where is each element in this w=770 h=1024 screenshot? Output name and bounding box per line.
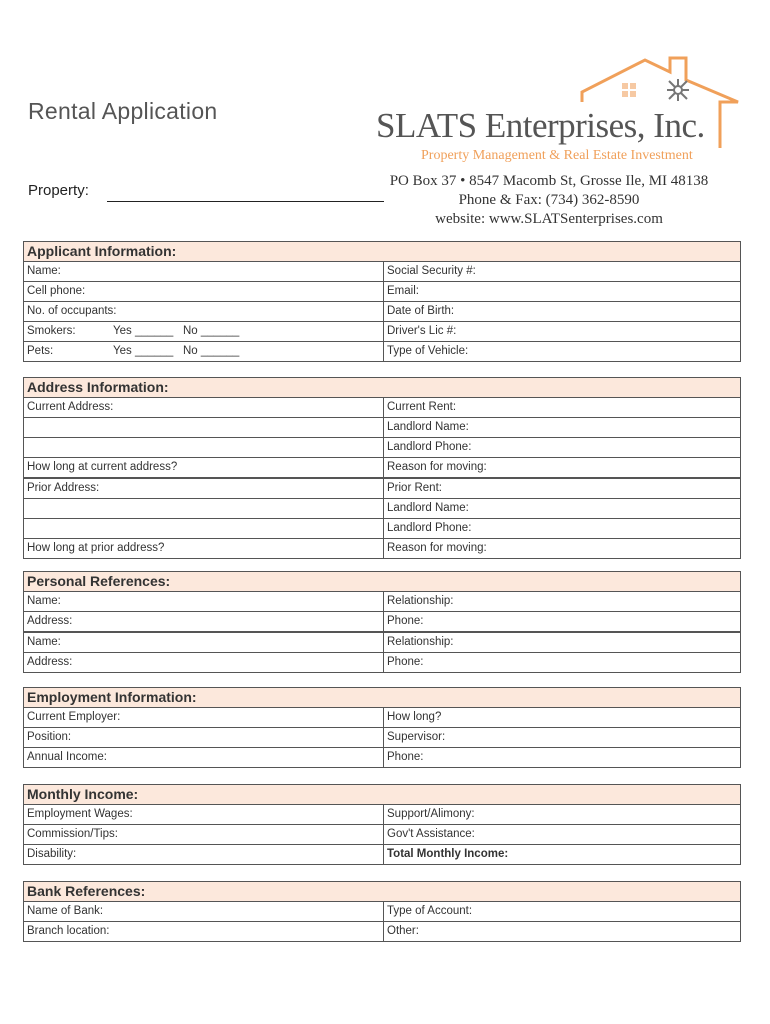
commission-tips-field[interactable]: Commission/Tips: [24, 825, 384, 844]
vehicle-type-field[interactable]: Type of Vehicle: [387, 345, 469, 357]
form-row [24, 302, 740, 322]
form-row [24, 418, 740, 438]
reference-2-phone-field[interactable]: Phone: [387, 656, 424, 668]
current-address-line-2[interactable] [24, 418, 384, 437]
company-address: PO Box 37 • 8547 Macomb St, Grosse Ile, MI 48138 [389, 173, 709, 189]
drivers-license-field[interactable]: Driver's Lic #: [387, 325, 457, 337]
pets-no-option[interactable]: No ______ [183, 345, 240, 357]
personal-references-section [23, 571, 741, 673]
pets-label: Pets: [27, 345, 54, 357]
section-heading: Personal References: [24, 572, 740, 592]
form-row [24, 438, 740, 458]
address-information-section [23, 377, 741, 559]
current-duration-field[interactable]: How long at current address? [24, 458, 384, 477]
form-row [24, 342, 740, 361]
form-row [24, 612, 740, 632]
smokers-label: Smokers: [27, 325, 76, 337]
form-row [24, 728, 740, 748]
bank-references-section [23, 881, 741, 942]
section-heading: Bank References: [24, 882, 740, 902]
form-row [24, 478, 740, 499]
prior-duration-field[interactable]: How long at prior address? [24, 539, 384, 558]
property-field[interactable] [107, 201, 384, 202]
prior-landlord-name-field[interactable]: Landlord Name: [387, 502, 469, 514]
current-employer-field[interactable]: Current Employer: [24, 708, 384, 727]
company-phone: Phone & Fax: (734) 362-8590 [458, 192, 640, 208]
prior-rent-field[interactable]: Prior Rent: [387, 482, 442, 494]
employment-information-section [23, 687, 741, 768]
form-row [24, 632, 740, 653]
property-label: Property: [28, 182, 89, 199]
form-row [24, 539, 740, 558]
form-row [24, 282, 740, 302]
date-of-birth-field[interactable]: Date of Birth: [387, 305, 455, 317]
reference-2-relationship-field[interactable]: Relationship: [387, 636, 454, 648]
prior-landlord-phone-field[interactable]: Landlord Phone: [387, 522, 472, 534]
company-name: SLATS Enterprises, Inc. [376, 106, 705, 145]
form-row [24, 398, 740, 418]
email-field[interactable]: Email: [387, 285, 419, 297]
disability-field[interactable]: Disability: [24, 845, 384, 864]
current-rent-field[interactable]: Current Rent: [387, 401, 457, 413]
form-row [24, 805, 740, 825]
form-row [24, 653, 740, 672]
form-row [24, 262, 740, 282]
total-monthly-income-field[interactable]: Total Monthly Income: [387, 848, 509, 860]
form-row [24, 825, 740, 845]
reference-1-phone-field[interactable]: Phone: [387, 615, 424, 627]
account-type-field[interactable]: Type of Account: [387, 905, 473, 917]
monthly-income-section [23, 784, 741, 865]
prior-address-line-3[interactable] [24, 519, 384, 538]
smokers-no-option[interactable]: No ______ [183, 325, 240, 337]
reference-2-name-field[interactable]: Name: [24, 633, 384, 652]
applicant-information-section [23, 241, 741, 362]
pets-field[interactable] [24, 342, 384, 361]
employment-duration-field[interactable]: How long? [387, 711, 442, 723]
smokers-yes-option[interactable]: Yes ______ [113, 325, 174, 337]
form-row [24, 902, 740, 922]
company-contact [376, 172, 722, 229]
current-address-field[interactable]: Current Address: [24, 398, 384, 417]
current-address-line-3[interactable] [24, 438, 384, 457]
prior-reason-moving-field[interactable]: Reason for moving: [387, 542, 487, 554]
pets-yes-option[interactable]: Yes ______ [113, 345, 174, 357]
occupants-field[interactable]: No. of occupants: [24, 302, 384, 321]
smokers-field[interactable] [24, 322, 384, 341]
form-row [24, 845, 740, 864]
form-row [24, 322, 740, 342]
form-row [24, 499, 740, 519]
reference-2-address-field[interactable]: Address: [24, 653, 384, 672]
reference-1-relationship-field[interactable]: Relationship: [387, 595, 454, 607]
section-heading: Monthly Income: [24, 785, 740, 805]
company-website: website: www.SLATSenterprises.com [435, 211, 663, 227]
support-alimony-field[interactable]: Support/Alimony: [387, 808, 475, 820]
ssn-field[interactable]: Social Security #: [387, 265, 476, 277]
form-row [24, 748, 740, 767]
section-heading: Employment Information: [24, 688, 740, 708]
form-row [24, 519, 740, 539]
govt-assistance-field[interactable]: Gov't Assistance: [387, 828, 475, 840]
section-heading: Address Information: [24, 378, 740, 398]
current-reason-moving-field[interactable]: Reason for moving: [387, 461, 487, 473]
employer-phone-field[interactable]: Phone: [387, 751, 424, 763]
page-title: Rental Application [28, 98, 218, 124]
employment-wages-field[interactable]: Employment Wages: [24, 805, 384, 824]
company-tagline: Property Management & Real Estate Investment [421, 148, 693, 163]
bank-name-field[interactable]: Name of Bank: [24, 902, 384, 921]
branch-location-field[interactable]: Branch location: [24, 922, 384, 941]
prior-address-field[interactable]: Prior Address: [24, 479, 384, 498]
position-field[interactable]: Position: [24, 728, 384, 747]
cell-phone-field[interactable]: Cell phone: [24, 282, 384, 301]
current-landlord-phone-field[interactable]: Landlord Phone: [387, 441, 472, 453]
form-row [24, 922, 740, 941]
prior-address-line-2[interactable] [24, 499, 384, 518]
section-heading: Applicant Information: [24, 242, 740, 262]
form-row [24, 458, 740, 478]
reference-1-address-field[interactable]: Address: [24, 612, 384, 631]
current-landlord-name-field[interactable]: Landlord Name: [387, 421, 469, 433]
name-field[interactable]: Name: [24, 262, 384, 281]
form-row [24, 592, 740, 612]
reference-1-name-field[interactable]: Name: [24, 592, 384, 611]
annual-income-field[interactable]: Annual Income: [24, 748, 384, 767]
other-field[interactable]: Other: [387, 925, 419, 937]
supervisor-field[interactable]: Supervisor: [387, 731, 446, 743]
form-row [24, 708, 740, 728]
